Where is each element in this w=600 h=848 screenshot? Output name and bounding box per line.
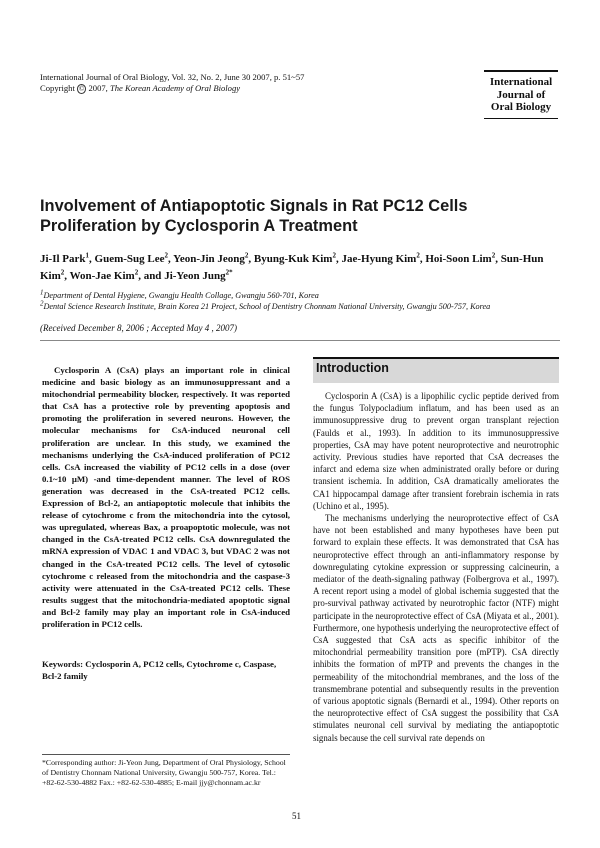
copyright-holder: The Korean Academy of Oral Biology [109,83,241,93]
brand-top-rule [484,70,558,72]
author-affiliation-mark: 1 [85,251,90,260]
section-heading-introduction: Introduction [316,361,389,375]
author-name: Ji-Il Park [40,253,86,265]
copyright-symbol: © [79,85,85,93]
author-affiliation-mark: 2 [164,251,169,260]
copyright-line [40,83,304,95]
journal-citation: International Journal of Oral Biology, Vol. 32, No. 2, June 30 2007, p. 51~57 [40,72,305,82]
author-name: Yeon-Jin Jeong [173,253,245,265]
author-affiliation-mark: 2 [244,251,249,260]
keywords: Keywords: Cyclosporin A, PC12 cells, Cytochrome c, Caspase, Bcl-2 family [42,659,277,681]
author-affiliation-mark: 2 [134,268,139,277]
intro-paragraph-2: The mechanisms underlying the neuroprotective effect of CsA have not been established and many hypotheses have been put forward to explain these effects. It was demonstrated that CsA has neuroprotective effect through an anti-inflammatory response by downregulating cytokine expression or suppressing calcineurin, a mediator of the death-signaling pathway (Folbergrova et al., 1997). A recent report using a model of global ischemia suggested that the pro-survival pathway activated by neurotrophic factor (NTF) might participate in the neuroprotective effect of CsA (Miyata et al., 2001). Furthermore, one hypothesis underlying the neuroprotective effect of CsA suggested that CsA acts as specific inhibitor of the mitochondrial permeability transition pore (mPTP). CsA directly inhibits the formation of mPTP and prevents the changes in the permeability of the mitochondrial membranes, and the loss of the transmembrane potential and subsequently results in the prevention of various apoptotic signals (Bernardi et al., 1994). Other reports on the neuroprotective effect of CsA suggest the possibility that CsA stimulates neuronal cell survival by mediating the antiapoptotic signals because the cell survival rate depends on [313,513,559,743]
author-name: Hoi-Soon Lim [425,253,492,265]
page-number: 51 [292,811,301,821]
brand-bottom-rule [484,118,558,120]
author-affiliation-mark: 2* [225,268,233,277]
author-separator: , [248,253,254,265]
introduction-body [313,390,559,744]
journal-header [40,72,304,95]
author-affiliation-mark: 2 [491,251,496,260]
header-divider [40,340,560,341]
author-name: Jae-Hyung Kim [341,253,417,265]
author-separator: , [495,253,501,265]
author-separator: , and [138,270,165,282]
brand-line-2: Journal of [496,88,546,101]
journal-brand [484,70,558,119]
intro-paragraph-1: Cyclosporin A (CsA) is a lipophilic cyclic peptide derived from the fungus Tolypocladium inflatum, and has been used as an immunosuppressive drug to prevent organ transplant rejection (Faulds et al., 1993). In addition to its immunosuppressive properties, CsA may have potent neuroprotective and neurotrophic activity. Previous studies have reported that CsA decreases the infarct and edema size when administrated orally before or during transient ischemia. In addition, CsA dramatically ameliorates the CA1 hippocampal damage after transient forebrain ischemia in rats (Uchino et al., 1995). [313,391,559,511]
abstract-text: Cyclosporin A (CsA) plays an important role in clinical medicine and basic biology as an immunosuppressant and a mitochondrial permeability blocker, respectively. It was reported that CsA has a protective role by preventing apoptosis and promoting the proliferation in severed neurons. However, the molecular mechanisms for CsA-induced neuronal cell proliferation are unclear. In this study, we examined the mechanisms underlying the CsA-induced proliferation of PC12 cells. CsA increased the viability of PC12 cells in a dose (over 0.1~10 μM) -and time-dependent manner. The level of ROS generation was decreased in the CsA-treated PC12 cells. Expression of Bcl-2, an antiapoptotic molecule that inhibits the release of cytochrome c from the mitochondria into the cytosol, was upregulated, whereas Bax, a proapoptotic molecule, was not changed in the CsA-treated PC12 cells. CsA downregulated the mRNA expression of VDAC 1 and VDAC 3, but VDAC 2 was not changed in the CsA-treated PC12 cells. The level of cytosolic cytochrome c released from the mitochondria and the caspase-3 activity were attenuated in the CsA-treated PC12 cells. These results suggest that the mitochondria-mediated apoptotic signal and Bcl-2 family may play an important role in CsA-induced proliferation in PC12 cells. [42,365,290,629]
author-affiliation-mark: 2 [416,251,420,260]
copyright-year: 2007, [86,83,110,93]
author-affiliation-mark: 2 [60,268,65,277]
affiliations [40,290,570,312]
author-name: Guem-Sug Lee [94,253,165,265]
article-title: Involvement of Antiapoptotic Signals in Rat PC12 Cells Proliferation by Cyclosporin A Treatment [40,197,468,235]
author-separator: , [89,253,95,265]
author-separator: , [335,253,342,265]
author-name: Ji-Yeon Jung [164,270,226,282]
author-separator: , [64,270,70,282]
affiliation-2: $^2$Dental Science Research Institute, Brain Korea 21 Project, School of Dentistry Chonnam National University, Gwangju 500-757, Korea [40,299,491,311]
brand-line-1: International [489,76,553,88]
footnote-divider [42,754,290,755]
author-name: Byung-Kuk Kim [253,253,333,265]
affiliation-1: $^1$Department of Dental Hygiene, Gwangju Health Collage, Gwangju 560-701, Korea [40,288,319,300]
author-name: Sun-Hun Kim [40,253,544,282]
copyright-prefix: Copyright [40,83,78,93]
abstract [42,364,290,630]
author-list [40,251,560,285]
author-separator: , [419,253,426,265]
corresponding-author-footnote: *Corresponding author: Ji-Yeon Jung, Department of Oral Physiology, School of Dentistry Chonnam National University, Gwangju 500-757, Korea. Tel.: +82-62-530-4882 Fax.: +82-62-530-4885; E-mail jjy@chonnam.ac.kr [42,758,286,787]
brand-line-3: Oral Biology [490,101,552,113]
author-affiliation-mark: 2 [332,251,336,260]
author-name: Won-Jae Kim [69,270,135,282]
received-dates: (Received December 8, 2006 ; Accepted May 4 , 2007) [40,323,237,333]
author-separator: , [168,253,174,265]
